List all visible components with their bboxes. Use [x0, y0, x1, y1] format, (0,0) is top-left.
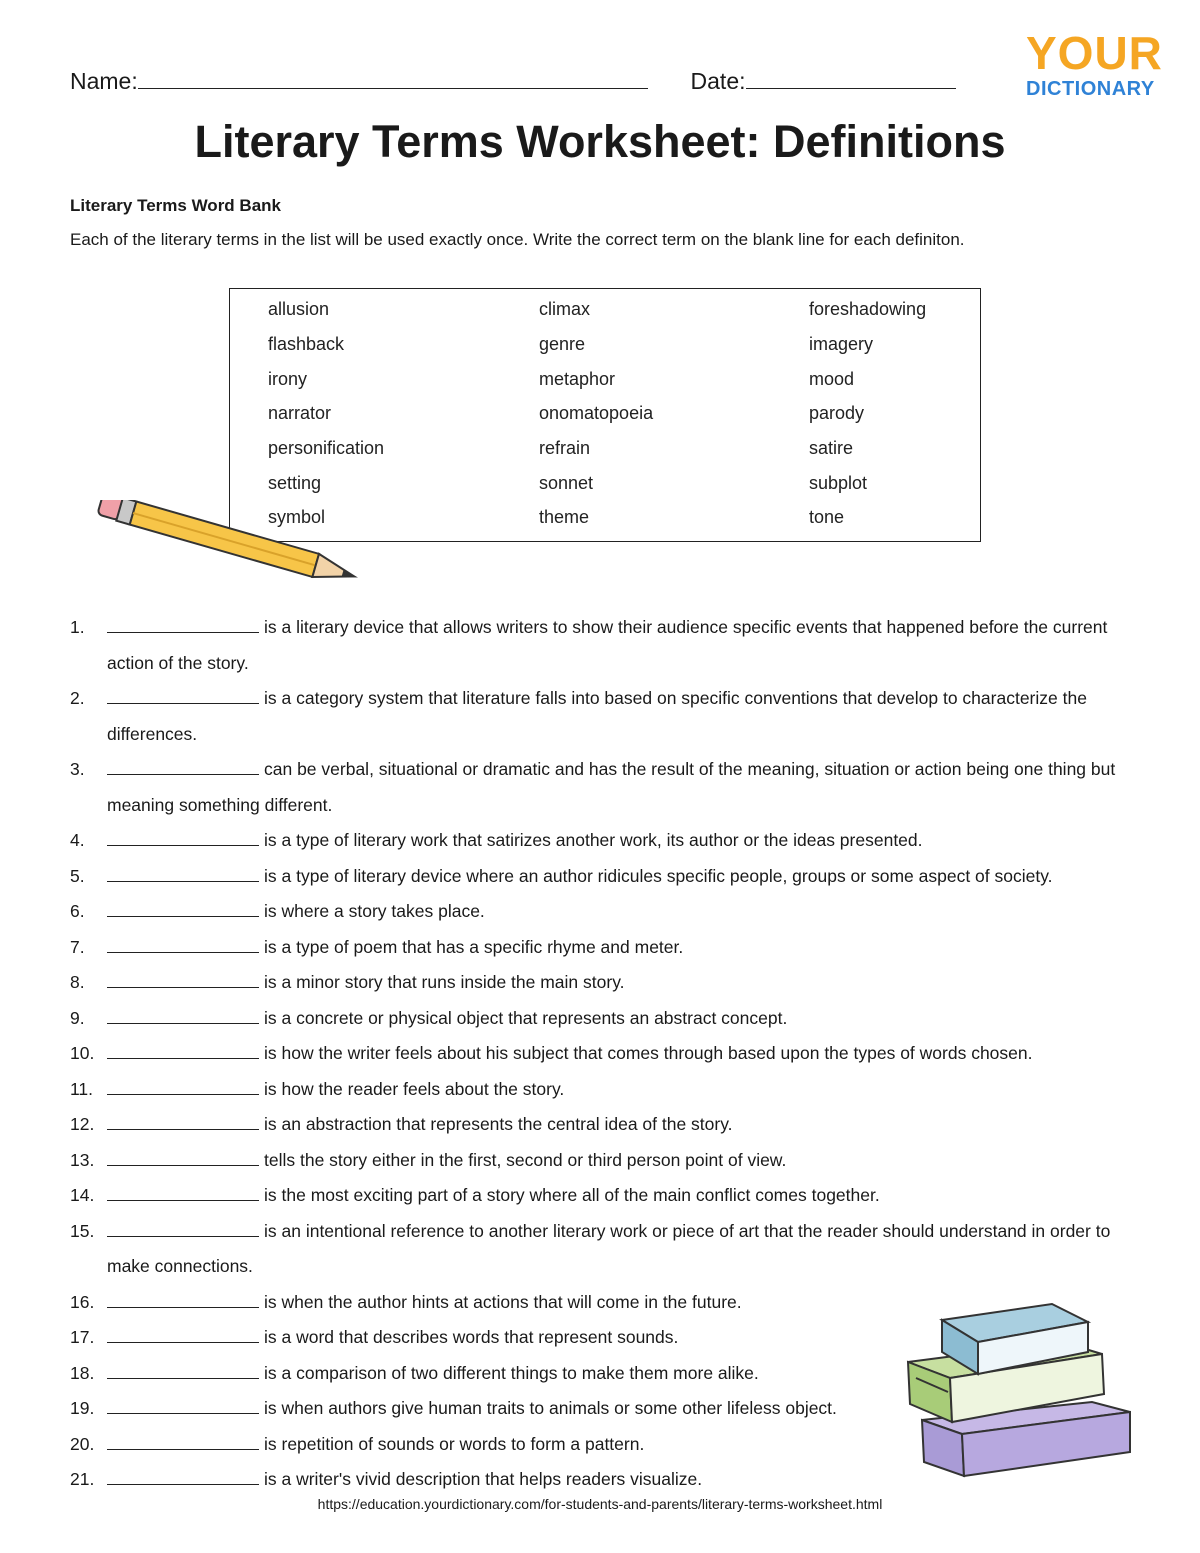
- pencil-icon: [80, 500, 380, 590]
- answer-blank[interactable]: [107, 1038, 259, 1059]
- books-stack-icon: [902, 1300, 1134, 1482]
- word-bank-term: parody: [809, 403, 865, 423]
- list-item: 15. is an intentional reference to another literary work or piece of art that the reader should understand in order to make connections.: [70, 1214, 1150, 1285]
- answer-blank[interactable]: [107, 1393, 259, 1414]
- word-bank-term: theme: [539, 507, 590, 527]
- list-item: 7. is a type of poem that has a specific rhyme and meter.: [70, 930, 1150, 966]
- list-item: 19. is when authors give human traits to animals or some other lifeless object.: [70, 1391, 1150, 1427]
- answer-blank[interactable]: [107, 1464, 259, 1485]
- list-item: 17. is a word that describes words that represent sounds.: [70, 1320, 1150, 1356]
- list-item: 9. is a concrete or physical object that represents an abstract concept.: [70, 1001, 1150, 1037]
- list-item: 1. is a literary device that allows writers to show their audience specific events that happened before the current action of the story.: [70, 610, 1150, 681]
- logo-dictionary-text: DICTIONARY: [1026, 78, 1155, 100]
- date-blank[interactable]: [746, 66, 956, 89]
- word-bank-term: subplot: [809, 473, 868, 493]
- answer-blank[interactable]: [107, 825, 259, 846]
- word-bank-term: narrator: [268, 403, 332, 423]
- source-url[interactable]: https://education.yourdictionary.com/for-students-and-parents/literary-terms-worksheet.html: [317, 1496, 883, 1512]
- list-item: 2. is a category system that literature falls into based on specific conventions that develop to characterize the differences.: [70, 681, 1150, 752]
- word-bank-term: imagery: [809, 334, 874, 354]
- list-item: 6. is where a story takes place.: [70, 894, 1150, 930]
- word-bank-term: refrain: [539, 438, 591, 458]
- answer-blank[interactable]: [107, 1287, 259, 1308]
- list-item: 11. is how the reader feels about the story.: [70, 1072, 1150, 1108]
- list-item: 21. is a writer's vivid description that helps readers visualize.: [70, 1462, 1150, 1498]
- instructions: Each of the literary terms in the list will be used exactly once. Write the correct term on the blank line for each definiton.: [70, 230, 965, 249]
- list-item: 4. is a type of literary work that satirizes another work, its author or the ideas presented.: [70, 823, 1150, 859]
- answer-blank[interactable]: [107, 1322, 259, 1343]
- name-label: Name:: [70, 68, 138, 94]
- word-bank-term: personification: [268, 438, 385, 458]
- word-bank-term: metaphor: [539, 369, 616, 389]
- word-bank-term: sonnet: [539, 473, 594, 493]
- answer-blank[interactable]: [107, 1429, 259, 1450]
- word-bank-term: tone: [809, 507, 845, 527]
- list-item: 14. is the most exciting part of a story where all of the main conflict comes together.: [70, 1178, 1150, 1214]
- answer-blank[interactable]: [107, 1109, 259, 1130]
- word-bank-term: mood: [809, 369, 855, 389]
- list-item: 13. tells the story either in the first, second or third person point of view.: [70, 1143, 1150, 1179]
- word-bank-term: setting: [268, 473, 322, 493]
- answer-blank[interactable]: [107, 861, 259, 882]
- answer-blank[interactable]: [107, 1074, 259, 1095]
- page-title: Literary Terms Worksheet: Definitions: [194, 116, 1006, 167]
- list-item: 8. is a minor story that runs inside the main story.: [70, 965, 1150, 1001]
- list-item: 5. is a type of literary device where an author ridicules specific people, groups or some aspect of society.: [70, 859, 1150, 895]
- answer-blank[interactable]: [107, 754, 259, 775]
- word-bank-term: flashback: [268, 334, 345, 354]
- name-blank[interactable]: [138, 66, 648, 89]
- list-item: 3. can be verbal, situational or dramatic and has the result of the meaning, situation or action being one thing but meaning something different.: [70, 752, 1150, 823]
- answer-blank[interactable]: [107, 1180, 259, 1201]
- word-bank-term: allusion: [268, 299, 330, 319]
- answer-blank[interactable]: [107, 896, 259, 917]
- answer-blank[interactable]: [107, 967, 259, 988]
- list-item: 12. is an abstraction that represents the central idea of the story.: [70, 1107, 1150, 1143]
- answer-blank[interactable]: [107, 1358, 259, 1379]
- list-item: 18. is a comparison of two different things to make them more alike.: [70, 1356, 1150, 1392]
- list-item: 10. is how the writer feels about his subject that comes through based upon the types of words chosen.: [70, 1036, 1150, 1072]
- answer-blank[interactable]: [107, 612, 259, 633]
- word-bank-term: onomatopoeia: [539, 403, 654, 423]
- list-item: 16. is when the author hints at actions that will come in the future.: [70, 1285, 1150, 1321]
- yourdictionary-logo: [1022, 26, 1172, 102]
- answer-blank[interactable]: [107, 1145, 259, 1166]
- word-bank-term: symbol: [268, 507, 326, 527]
- answer-blank[interactable]: [107, 1216, 259, 1237]
- answer-blank[interactable]: [107, 932, 259, 953]
- word-bank-term: satire: [809, 438, 854, 458]
- word-bank-term: climax: [539, 299, 591, 319]
- word-bank-term: irony: [268, 369, 308, 389]
- word-bank-term: genre: [539, 334, 586, 354]
- list-item: 20. is repetition of sounds or words to form a pattern.: [70, 1427, 1150, 1463]
- word-bank-term: foreshadowing: [809, 299, 927, 319]
- logo-your-text: YOUR: [1026, 27, 1163, 79]
- word-bank-heading: Literary Terms Word Bank: [70, 196, 281, 215]
- header-fields: [70, 66, 956, 95]
- answer-blank[interactable]: [107, 683, 259, 704]
- answer-blank[interactable]: [107, 1003, 259, 1024]
- date-label: Date:: [690, 68, 746, 94]
